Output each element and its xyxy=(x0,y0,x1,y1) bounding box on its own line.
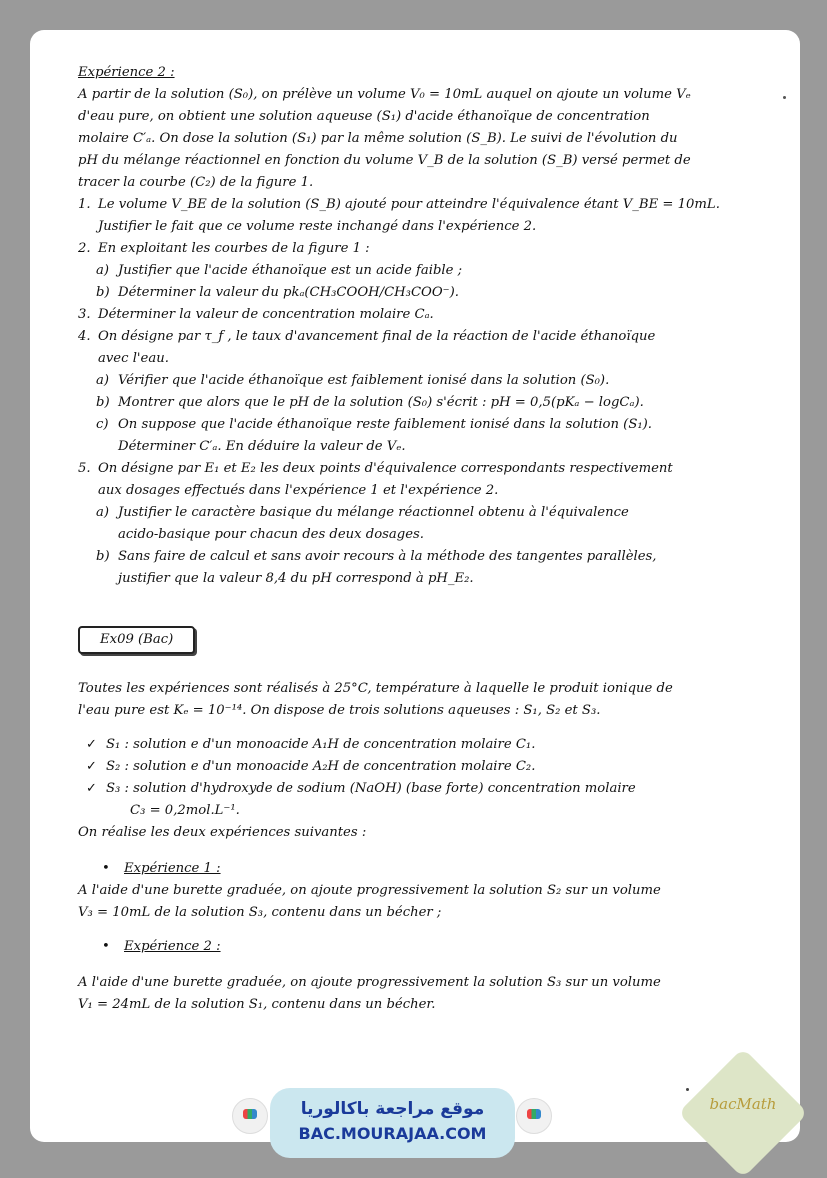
bullet-icon: • xyxy=(102,939,110,954)
banner-site-link[interactable]: BAC.MOURAJAA.COM xyxy=(298,1124,487,1143)
experience-2b-heading xyxy=(78,936,738,958)
question-text: On désigne par τ_f , le taux d'avancement final de la réaction de l'acide éthanoïque xyxy=(98,329,656,344)
subquestion-text: Déterminer la valeur du pkₐ(CH₃COOH/CH₃COO⁻). xyxy=(118,285,459,300)
question-text: On désigne par E₁ et E₂ les deux points d'équivalence correspondants respectivement xyxy=(98,461,673,476)
solution-text: C₃ = 0,2mol.L⁻¹. xyxy=(130,803,240,818)
heading-text: Expérience 2 : xyxy=(124,939,221,954)
subquestion-text: Sans faire de calcul et sans avoir recours à la méthode des tangentes parallèles, xyxy=(118,549,657,564)
experience-2b-text: V₁ = 24mL de la solution S₁, contenu dans un bécher. xyxy=(78,997,436,1012)
solution-text: S₃ : solution d'hydroxyde de sodium (NaOH) (base forte) concentration molaire xyxy=(106,781,636,796)
question-text: Déterminer la valeur de concentration molaire Cₐ. xyxy=(98,307,434,322)
experience-2-heading: Expérience 2 : xyxy=(78,65,175,80)
experience-1-text: V₃ = 10mL de la solution S₃, contenu dans un bécher ; xyxy=(78,905,442,920)
site-banner[interactable] xyxy=(270,1088,515,1158)
check-icon: ✓ xyxy=(86,781,98,796)
question-4a xyxy=(78,370,738,392)
question-number: 5. xyxy=(78,461,91,476)
question-text: avec l'eau. xyxy=(98,351,169,366)
subquestion-letter: b) xyxy=(96,395,110,410)
question-2 xyxy=(78,238,738,260)
question-number: 3. xyxy=(78,307,91,322)
question-4b xyxy=(78,392,738,414)
subquestion-letter: a) xyxy=(96,505,110,520)
book-logo-icon xyxy=(516,1098,552,1134)
question-3 xyxy=(78,304,738,326)
exercise-content xyxy=(78,62,738,1016)
subquestion-letter: b) xyxy=(96,285,110,300)
question-5b xyxy=(78,546,738,590)
subquestion-text: Justifier le caractère basique du mélange réactionnel obtenu à l'équivalence xyxy=(118,505,629,520)
ex09-intro-line: Toutes les expériences sont réalisés à 25°C, température à laquelle le produit ionique de xyxy=(78,681,673,696)
bullet-icon: • xyxy=(102,861,110,876)
question-2b xyxy=(78,282,738,304)
exercise-title-box xyxy=(78,626,195,654)
banner-arabic-text: موقع مراجعة باكالوريا xyxy=(300,1099,485,1119)
exercise-title: Ex09 (Bac) xyxy=(100,632,174,647)
scan-dot xyxy=(686,1088,689,1091)
experience-1-heading xyxy=(78,858,738,880)
subquestion-text: Déterminer C′ₐ. En déduire la valeur de Vₑ. xyxy=(118,439,406,454)
subquestion-text: On suppose que l'acide éthanoïque reste faiblement ionisé dans la solution (S₁). xyxy=(118,417,652,432)
solution-text: S₂ : solution e d'un monoacide A₂H de concentration molaire C₂. xyxy=(106,759,536,774)
check-icon: ✓ xyxy=(86,759,98,774)
question-text: Justifier le fait que ce volume reste inchangé dans l'expérience 2. xyxy=(98,219,537,234)
question-1 xyxy=(78,194,738,238)
question-number: 4. xyxy=(78,329,91,344)
experience-2b-text: A l'aide d'une burette graduée, on ajoute progressivement la solution S₃ sur un volume xyxy=(78,975,661,990)
question-number: 1. xyxy=(78,197,91,212)
book-logo-icon xyxy=(232,1098,268,1134)
subquestion-text: justifier que la valeur 8,4 du pH correspond à pH_E₂. xyxy=(118,571,474,586)
solution-text: S₁ : solution e d'un monoacide A₁H de concentration molaire C₁. xyxy=(106,737,536,752)
experience-1-text: A l'aide d'une burette graduée, on ajoute progressivement la solution S₂ sur un volume xyxy=(78,883,661,898)
question-4 xyxy=(78,326,738,370)
scan-dot xyxy=(783,96,786,99)
intro-line: A partir de la solution (S₀), on prélève un volume V₀ = 10mL auquel on ajoute un volume Vₑ xyxy=(78,87,691,102)
intro-line: d'eau pure, on obtient une solution aqueuse (S₁) d'acide éthanoïque de concentration xyxy=(78,109,650,124)
solution-s3 xyxy=(78,778,738,822)
question-5a xyxy=(78,502,738,546)
ex09-intro-line: l'eau pure est Kₑ = 10⁻¹⁴. On dispose de trois solutions aqueuses : S₁, S₂ et S₃. xyxy=(78,703,601,718)
question-text: En exploitant les courbes de la figure 1 : xyxy=(98,241,370,256)
subquestion-text: Justifier que l'acide éthanoïque est un acide faible ; xyxy=(118,263,463,278)
question-5 xyxy=(78,458,738,502)
experiments-intro: On réalise les deux expériences suivantes : xyxy=(78,825,367,840)
question-text: aux dosages effectués dans l'expérience 1 et l'expérience 2. xyxy=(98,483,499,498)
subquestion-letter: b) xyxy=(96,549,110,564)
subquestion-letter: c) xyxy=(96,417,109,432)
question-number: 2. xyxy=(78,241,91,256)
check-icon: ✓ xyxy=(86,737,98,752)
subquestion-text: Montrer que alors que le pH de la solution (S₀) s'écrit : pH = 0,5(pKₐ − logCₐ). xyxy=(118,395,644,410)
subquestion-text: acido-basique pour chacun des deux dosages. xyxy=(118,527,424,542)
bacmath-badge-text: bacMath xyxy=(709,1095,777,1113)
solution-s2 xyxy=(78,756,738,778)
question-2a xyxy=(78,260,738,282)
question-4c xyxy=(78,414,738,458)
intro-line: pH du mélange réactionnel en fonction du volume V_B de la solution (S_B) versé permet de xyxy=(78,153,691,168)
question-text: Le volume V_BE de la solution (S_B) ajouté pour atteindre l'équivalence étant V_BE = 10mL. xyxy=(98,197,720,212)
subquestion-letter: a) xyxy=(96,263,110,278)
subquestion-letter: a) xyxy=(96,373,110,388)
intro-line: molaire C′ₐ. On dose la solution (S₁) par la même solution (S_B). Le suivi de l'évolution du xyxy=(78,131,678,146)
solution-s1 xyxy=(78,734,738,756)
heading-text: Expérience 1 : xyxy=(124,861,221,876)
intro-line: tracer la courbe (C₂) de la figure 1. xyxy=(78,175,314,190)
subquestion-text: Vérifier que l'acide éthanoïque est faiblement ionisé dans la solution (S₀). xyxy=(118,373,610,388)
